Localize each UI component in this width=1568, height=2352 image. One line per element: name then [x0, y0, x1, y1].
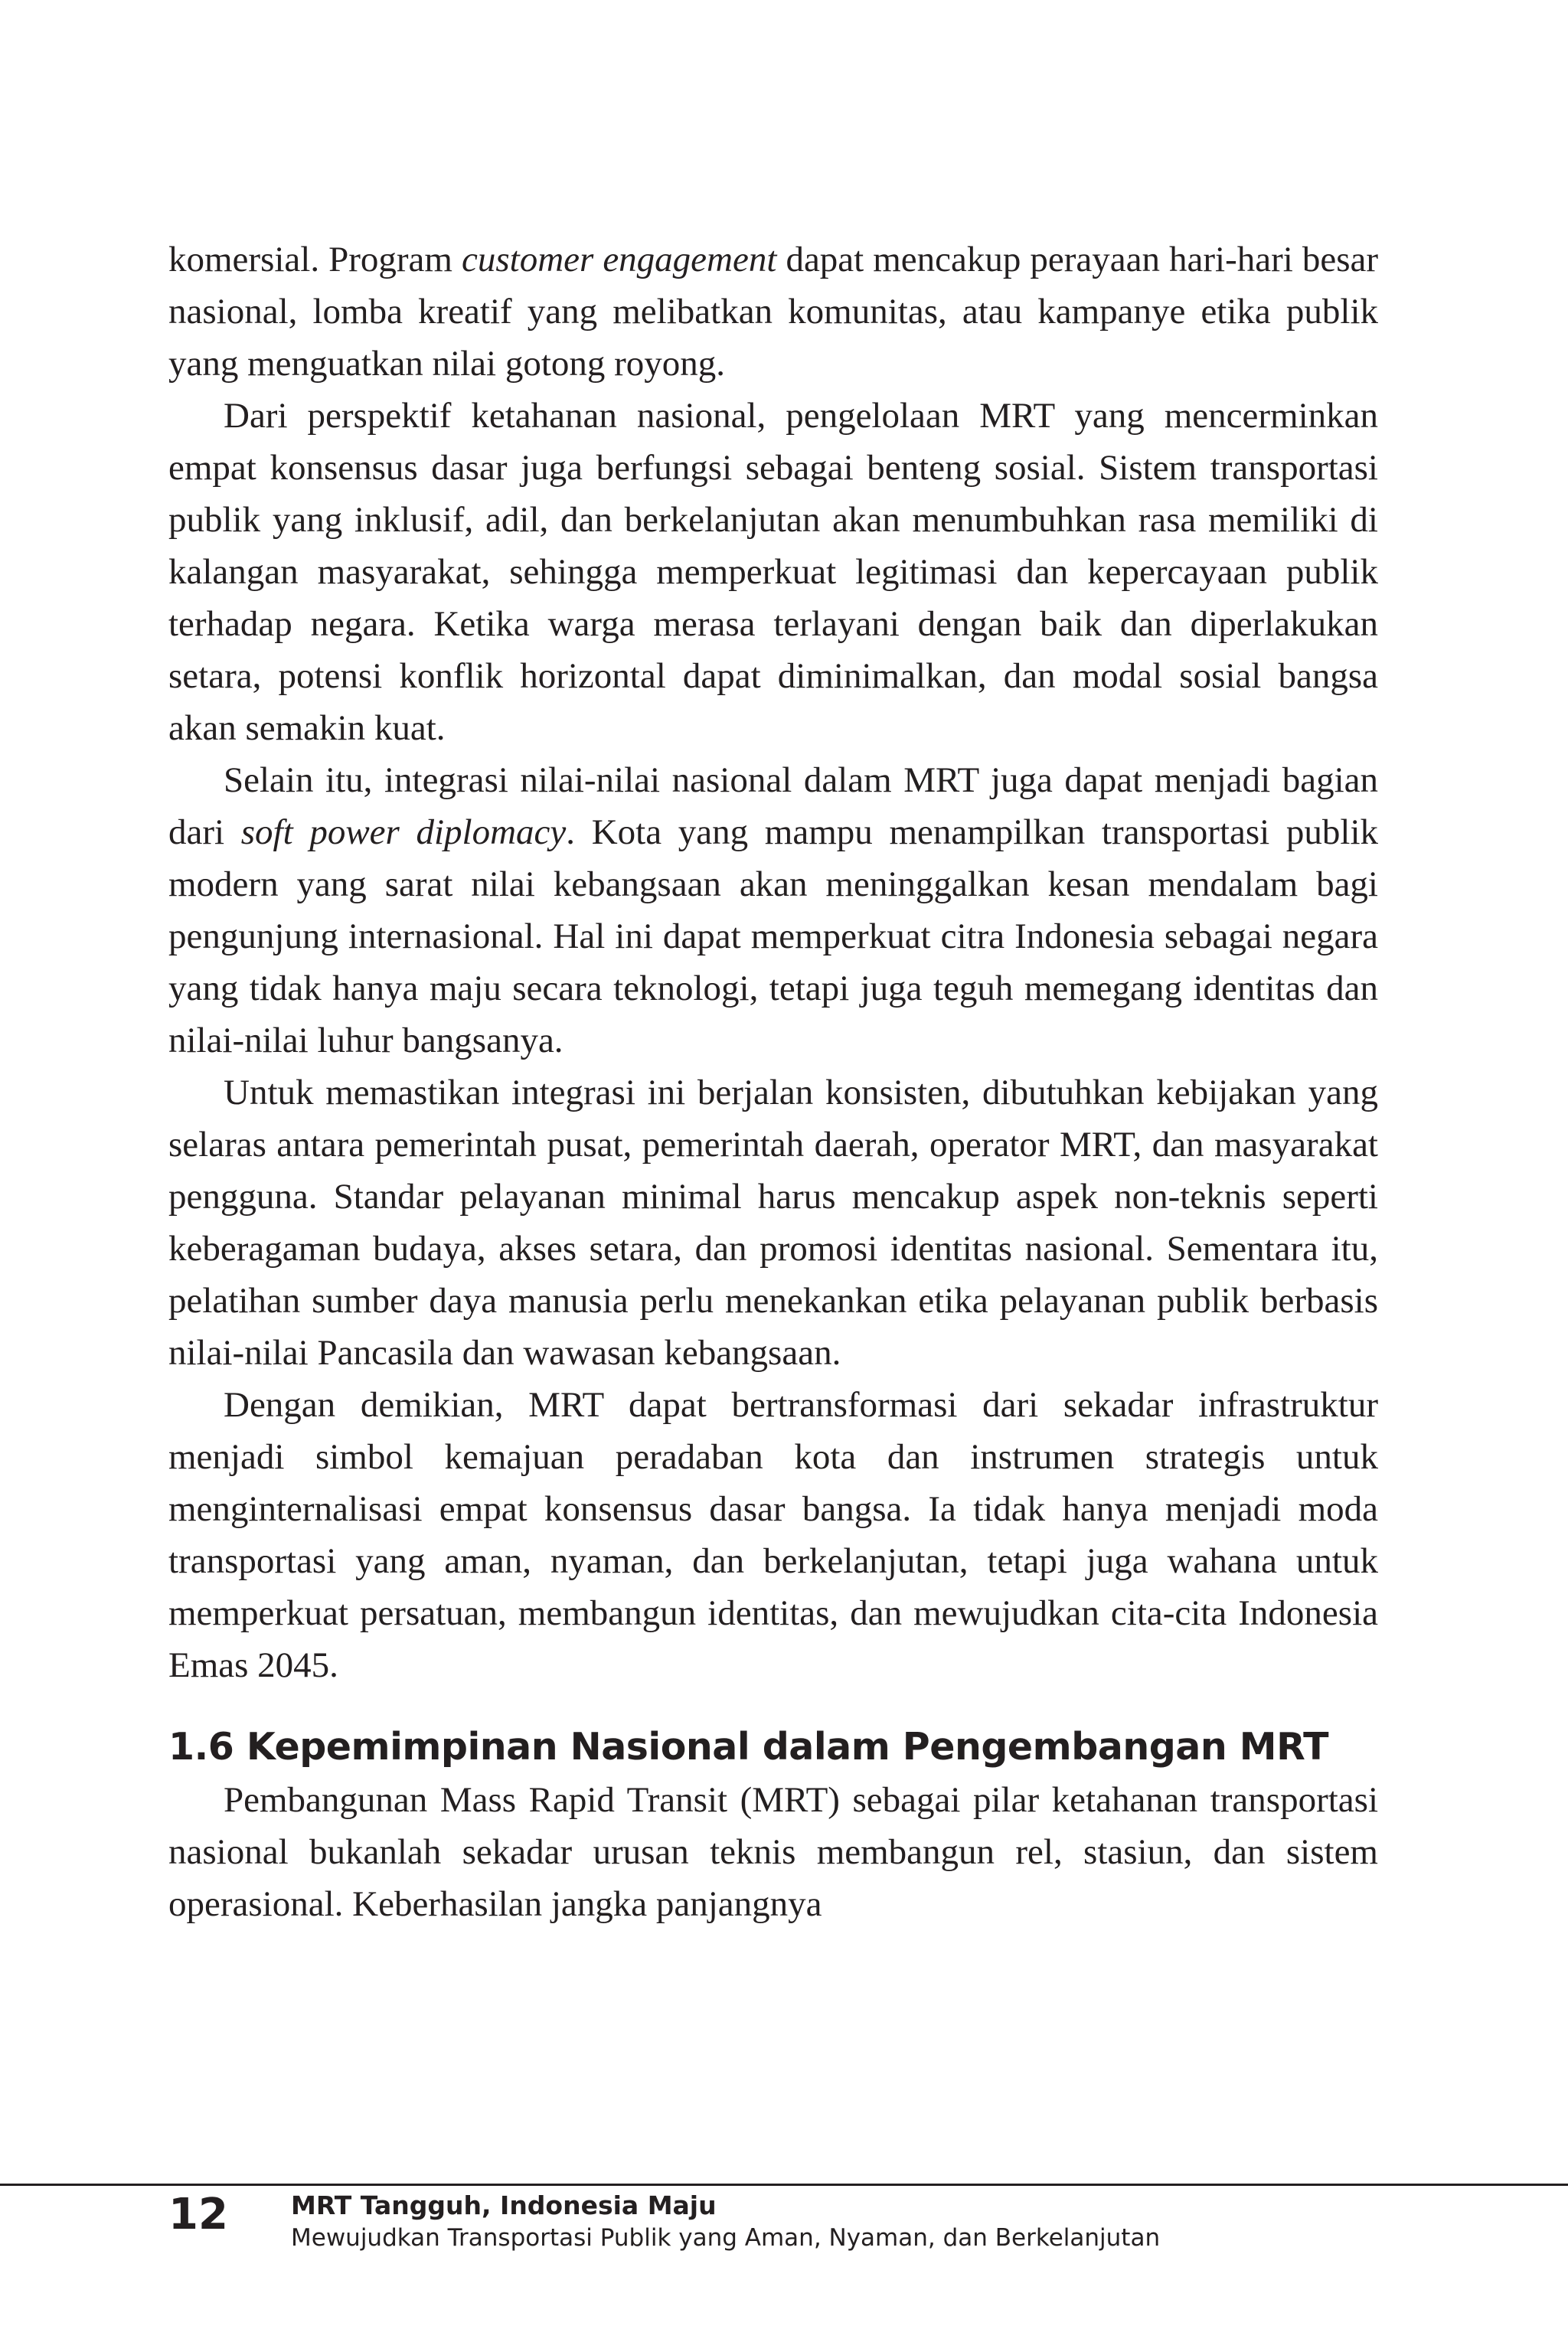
italic-term: soft power diplomacy	[240, 812, 567, 852]
paragraph-text: Dari perspektif ketahanan nasional, pengelolaan MRT yang mencerminkan empat konsensus dasar juga berfungsi sebagai benteng sosial. Sistem transportasi publik yang inklusif, adil, dan berkelanjutan akan menumbuhkan rasa memiliki di kalangan masyarakat, sehingga memperkuat legitimasi dan kepercayaan publik terhadap negara. Ketika warga merasa terlayani dengan baik dan diperlakukan setara, potensi konflik horizontal dapat diminimalkan, dan modal sosial bangsa akan semakin kuat.	[168, 396, 1378, 748]
footer-divider	[0, 2184, 1568, 2186]
running-footer-title: MRT Tangguh, Indonesia Maju	[291, 2190, 717, 2220]
paragraph-text: . Kota yang mampu menampilkan transportasi publik modern yang sarat nilai kebangsaan akan meninggalkan kesan mendalam bagi pengunjung internasional. Hal ini dapat memperkuat citra Indonesia sebagai negara yang tidak hanya maju secara teknologi, tetapi juga teguh memegang identitas dan nilai-nilai luhur bangsanya.	[168, 812, 1378, 1060]
body-text	[168, 234, 1378, 1691]
italic-term: customer engagement	[462, 240, 777, 279]
body-paragraph	[168, 754, 1378, 1067]
section-heading: 1.6 Kepemimpinan Nasional dalam Pengembangan MRT	[168, 1725, 1329, 1769]
page-content	[168, 234, 1378, 1930]
paragraph-text: Untuk memastikan integrasi ini berjalan konsisten, dibutuhkan kebijakan yang selaras antara pemerintah pusat, pemerintah daerah, operator MRT, dan masyarakat pengguna. Standar pelayanan minimal harus mencakup aspek non-teknis seperti keberagaman budaya, akses setara, dan promosi identitas nasional. Sementara itu, pelatihan sumber daya manusia perlu menekankan etika pelayanan publik berbasis nilai-nilai Pancasila dan wawasan kebangsaan.	[168, 1073, 1378, 1373]
body-paragraph	[168, 390, 1378, 754]
running-footer-subtitle: Mewujudkan Transportasi Publik yang Aman, Nyaman, dan Berkelanjutan	[291, 2224, 1161, 2252]
paragraph-text: Dengan demikian, MRT dapat bertransformasi dari sekadar infrastruktur menjadi simbol kemajuan peradaban kota dan instrumen strategis untuk menginternalisasi empat konsensus dasar bangsa. Ia tidak hanya menjadi moda transportasi yang aman, nyaman, dan berkelanjutan, tetapi juga wahana untuk memperkuat persatuan, membangun identitas, dan mewujudkan cita-cita Indonesia Emas 2045.	[168, 1385, 1378, 1685]
section-body-text	[168, 1774, 1378, 1930]
body-paragraph	[168, 1067, 1378, 1379]
paragraph-text: dapat mencakup perayaan hari-hari besar nasional, lomba kreatif yang melibatkan komunitas, atau kampanye etika publik yang menguatkan nilai gotong royong.	[168, 240, 1378, 384]
body-paragraph	[168, 1774, 1378, 1930]
body-paragraph	[168, 234, 1378, 390]
paragraph-text: komersial. Program	[168, 240, 462, 279]
paragraph-text: Pembangunan Mass Rapid Transit (MRT) sebagai pilar ketahanan transportasi nasional bukanlah sekadar urusan teknis membangun rel, stasiun, dan sistem operasional. Keberhasilan jangka panjangnya	[168, 1780, 1378, 1924]
page-number: 12	[168, 2190, 228, 2239]
paragraph-text: Selain itu, integrasi nilai-nilai nasional dalam MRT juga dapat menjadi bagian dari	[168, 760, 1378, 852]
body-paragraph	[168, 1379, 1378, 1691]
